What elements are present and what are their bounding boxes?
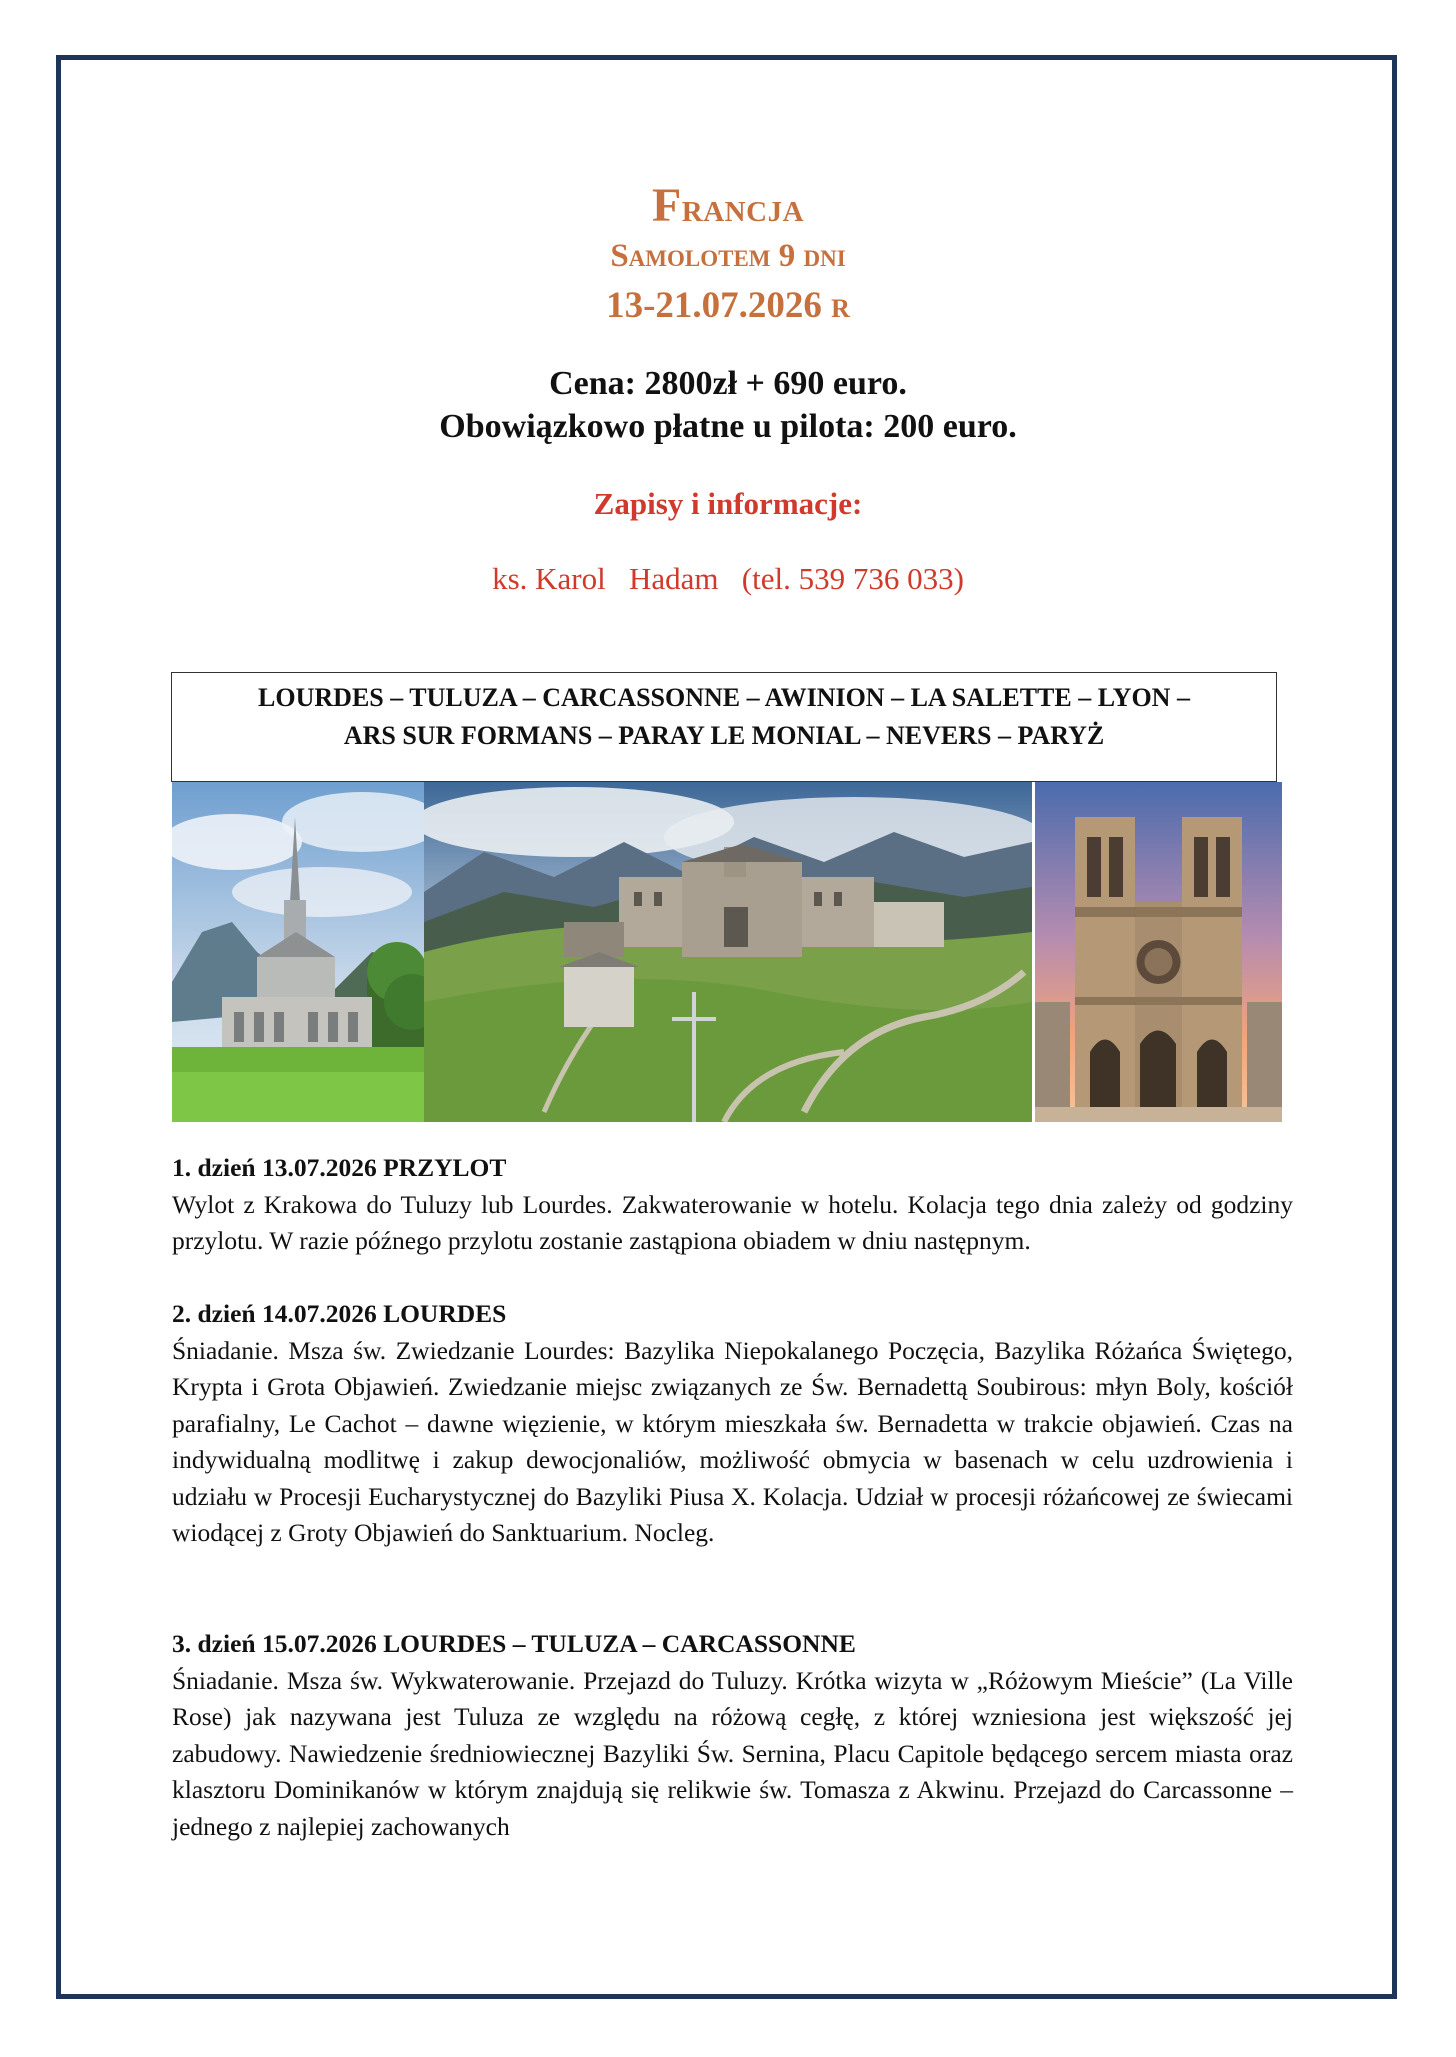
trip-subtitle: Samolotem 9 dni bbox=[610, 238, 846, 274]
day-3-text: Śniadanie. Msza św. Wykwaterowanie. Przejazd do Tuluzy. Krótka wizyta w „Różowym Mieście” (La Ville Rose) jak nazywana jest Tuluza ze względu na różową cegłę, z której wzniesiona jest większość jej zabudowy. Nawiedzenie średniowiecznej Bazyliki Św. Sernina, Placu Capitole będącego sercem miasta oraz klasztoru Dominikanów w którym znajdują się relikwie św. Tomasza z Akwinu. Przejazd do Carcassonne – jednego z najlepiej zachowanych bbox=[172, 1665, 1293, 1841]
registration-heading: Zapisy i informacje: bbox=[593, 486, 863, 521]
page-title: Francja bbox=[651, 179, 805, 232]
route-box bbox=[171, 672, 1277, 782]
contact-person: ks. Karol Hadam (tel. 539 736 033) bbox=[492, 561, 964, 596]
day-3 bbox=[172, 1626, 1293, 1845]
day-2 bbox=[172, 1296, 1293, 1552]
lourdes-basilica-photo bbox=[172, 782, 424, 1122]
route-line-2: ARS SUR FORMANS – PARAY LE MONIAL – NEVERS – PARYŻ bbox=[343, 721, 1105, 750]
notre-dame-paris-photo bbox=[1035, 782, 1282, 1122]
day-1 bbox=[172, 1150, 1293, 1260]
day-3-heading: 3. dzień 15.07.2026 LOURDES – TULUZA – CARCASSONNE bbox=[172, 1629, 856, 1658]
pilot-fee-line: Obowiązkowo płatne u pilota: 200 euro. bbox=[439, 408, 1017, 445]
route-line-1: LOURDES – TULUZA – CARCASSONNE – AWINION – LA SALETTE – LYON – bbox=[258, 683, 1190, 712]
day-1-heading: 1. dzień 13.07.2026 PRZYLOT bbox=[172, 1153, 507, 1182]
price-line: Cena: 2800zł + 690 euro. bbox=[549, 365, 907, 402]
day-2-text: Śniadanie. Msza św. Zwiedzanie Lourdes: Bazylika Niepokalanego Poczęcia, Bazylika Różańca Świętego, Krypta i Grota Objawień. Zwiedzanie miejsc związanych ze Św. Bernadettą Soubirous: młyn Boly, kościół parafialny, Le Cachot – dawne więzienie, w którym mieszkała św. Bernadetta w trakcie objawień. Czas na indywidualną modlitwę i zakup dewocjonaliów, możliwość obmycia w basenach w celu uzdrowienia i udziału w Procesji Eucharystycznej do Bazyliki Piusa X. Kolacja. Udział w procesji różańcowej ze świecami wiodącej z Groty Objawień do Sanktuarium. Nocleg. bbox=[172, 1335, 1293, 1547]
day-2-heading: 2. dzień 14.07.2026 LOURDES bbox=[172, 1299, 507, 1328]
la-salette-sanctuary-photo bbox=[424, 782, 1032, 1122]
day-1-text: Wylot z Krakowa do Tuluzy lub Lourdes. Zakwaterowanie w hotelu. Kolacja tego dnia zależy od godziny przylotu. W razie późnego przylotu zostanie zastąpiona obiadem w dniu następnym. bbox=[172, 1189, 1293, 1255]
trip-dates: 13-21.07.2026 r bbox=[606, 285, 850, 326]
